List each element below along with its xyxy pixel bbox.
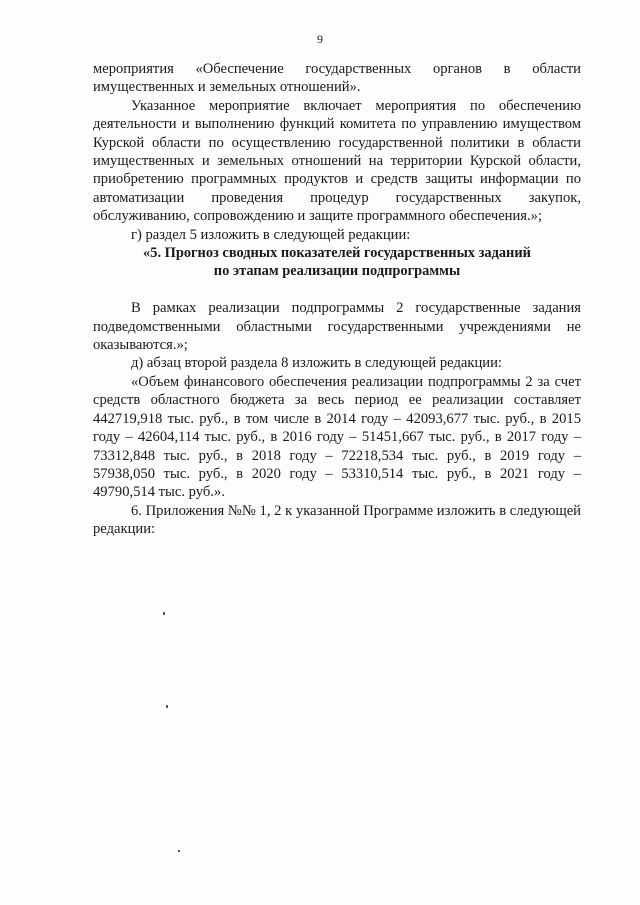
paragraph-5: д) абзац второй раздела 8 изложить в следующей редакции: — [131, 355, 502, 372]
section-heading-line-1: «5. Прогноз сводных показателей государственных заданий — [143, 245, 531, 262]
scan-speck — [178, 850, 180, 852]
scan-speck — [163, 612, 165, 615]
paragraph-2: Указанное мероприятие включает мероприятия по обеспечению деятельности и выполнению функций комитета по управлению имуществом Курской области по осуществлению государственной политики в области имущественных и земельных отношений на территории Курской области, приобретению программных продуктов и средств защиты информации по автоматизации проведения процедур государственных закупок, обслуживанию, сопровождению и защите программного обеспечения.»; — [93, 97, 581, 225]
page-number: 9 — [317, 32, 323, 46]
document-body — [93, 60, 581, 539]
paragraph-4: В рамках реализации подпрограммы 2 государственные задания подведомственными областными государственными учреждениями не оказываются.»; — [93, 300, 581, 354]
paragraph-1: мероприятия «Обеспечение государственных органов в области имущественных и земельных отношений». — [93, 61, 581, 96]
scan-speck — [166, 705, 168, 708]
paragraph-7: 6. Приложения №№ 1, 2 к указанной Программе изложить в следующей редакции: — [93, 502, 581, 538]
paragraph-3: г) раздел 5 изложить в следующей редакции: — [131, 226, 411, 243]
paragraph-6: «Объем финансового обеспечения реализации подпрограммы 2 за счет средств областного бюджета за весь период ее реализации составляет 442719,918 тыс. руб., в том числе в 2014 году – 42093,677 тыс. руб., в 2015 году – 42604,114 тыс. руб., в 2016 году – 51451,667 тыс. руб., в 2017 году – 73312,848 тыс. руб., в 2018 году – 72218,534 тыс. руб., в 2019 году – 57938,050 тыс. руб., в 2020 году – 53310,514 тыс. руб., в 2021 году – 49790,514 тыс. руб.». — [93, 373, 581, 501]
blank-line — [93, 281, 581, 299]
section-heading-line-2: по этапам реализации подпрограммы — [213, 263, 461, 280]
